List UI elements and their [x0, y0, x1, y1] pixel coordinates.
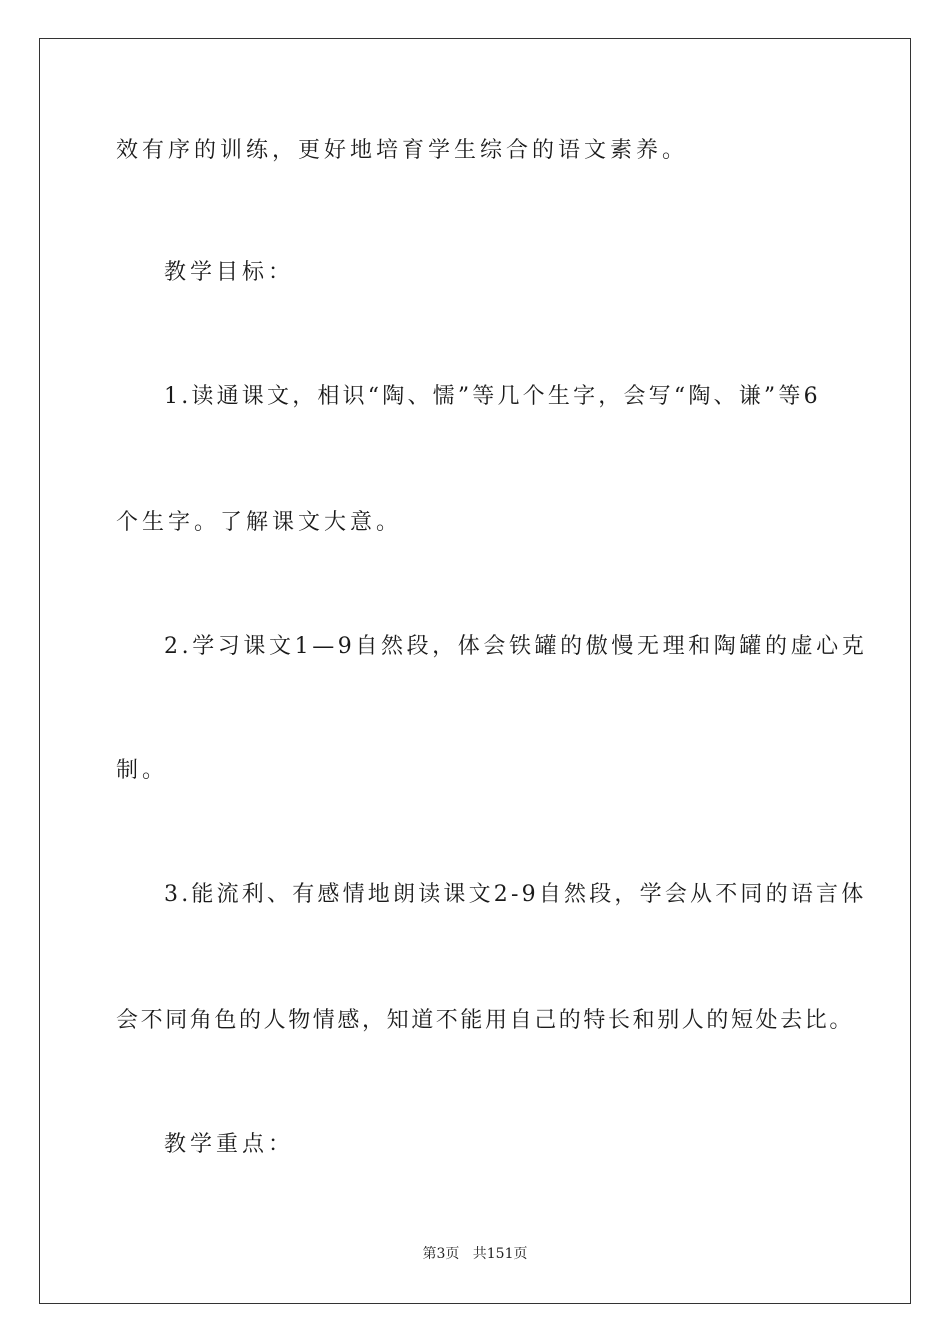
body-text-line: 3.能流利、有感情地朗读课文2-9自然段，学会从不同的语言体: [164, 882, 867, 907]
body-text-line: 1.读通课文，相识“陶、懦”等几个生字，会写“陶、谦”等6: [164, 384, 821, 409]
page-border: [39, 38, 911, 1304]
body-text-line: 制。: [116, 758, 169, 783]
body-text-line: 个生字。了解课文大意。: [116, 510, 403, 535]
body-text-line: 2.学习课文1—9自然段，体会铁罐的傲慢无理和陶罐的虚心克: [164, 634, 868, 659]
section-heading-key-points: 教学重点：: [164, 1132, 295, 1157]
page-total: 共151页: [472, 1246, 528, 1262]
section-heading-objectives: 教学目标：: [164, 260, 295, 285]
body-text-line: 效有序的训练，更好地培育学生综合的语文素养。: [116, 138, 689, 163]
body-text-line: 会不同角色的人物情感，知道不能用自己的特长和别人的短处去比。: [116, 1008, 855, 1033]
page-footer: [0, 1244, 950, 1264]
page-number: 第3页: [422, 1246, 460, 1262]
